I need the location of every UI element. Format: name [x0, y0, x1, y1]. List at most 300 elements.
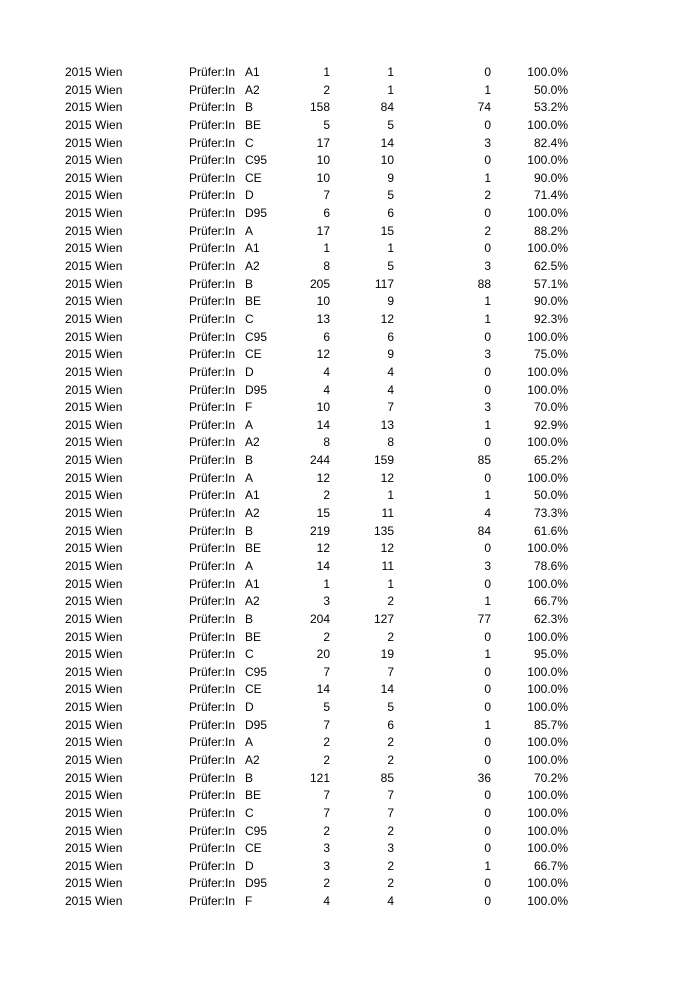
pass-rate-cell: 78.6% — [533, 558, 568, 573]
role-cell: Prüfer:In — [189, 117, 236, 132]
pass-rate-cell: 100.0% — [527, 805, 568, 820]
passed-count-cell: 5 — [387, 259, 394, 274]
pass-rate-cell: 100.0% — [527, 735, 568, 750]
pass-rate-cell: 75.0% — [533, 347, 568, 362]
role-cell: Prüfer:In — [189, 329, 236, 344]
year-city-cell: 2015 Wien — [65, 453, 123, 468]
year-city-cell: 2015 Wien — [65, 805, 123, 820]
failed-count-cell: 0 — [484, 382, 491, 397]
total-count-cell: 1 — [323, 241, 330, 256]
passed-count-cell: 2 — [387, 858, 394, 873]
failed-count-cell: 1 — [484, 647, 491, 662]
table-row — [0, 629, 700, 647]
role-cell: Prüfer:In — [189, 805, 236, 820]
pass-rate-cell: 100.0% — [527, 664, 568, 679]
total-count-cell: 10 — [316, 400, 330, 415]
year-city-cell: 2015 Wien — [65, 347, 123, 362]
year-city-cell: 2015 Wien — [65, 506, 123, 521]
pass-rate-cell: 100.0% — [527, 894, 568, 909]
total-count-cell: 6 — [323, 206, 330, 221]
pass-rate-cell: 100.0% — [527, 823, 568, 838]
role-cell: Prüfer:In — [189, 558, 236, 573]
total-count-cell: 14 — [316, 558, 330, 573]
table-row — [0, 699, 700, 717]
table-row — [0, 611, 700, 629]
passed-count-cell: 14 — [380, 135, 394, 150]
total-count-cell: 14 — [316, 417, 330, 432]
failed-count-cell: 77 — [477, 611, 491, 626]
table-row — [0, 875, 700, 893]
failed-count-cell: 0 — [484, 206, 491, 221]
total-count-cell: 5 — [323, 117, 330, 132]
total-count-cell: 2 — [323, 488, 330, 503]
passed-count-cell: 1 — [387, 241, 394, 256]
table-row — [0, 823, 700, 841]
year-city-cell: 2015 Wien — [65, 153, 123, 168]
failed-count-cell: 0 — [484, 752, 491, 767]
year-city-cell: 2015 Wien — [65, 435, 123, 450]
year-city-cell: 2015 Wien — [65, 735, 123, 750]
role-cell: Prüfer:In — [189, 100, 236, 115]
passed-count-cell: 5 — [387, 117, 394, 132]
year-city-cell: 2015 Wien — [65, 823, 123, 838]
failed-count-cell: 88 — [477, 276, 491, 291]
year-city-cell: 2015 Wien — [65, 788, 123, 803]
license-class-cell: B — [245, 100, 254, 115]
license-class-cell: A — [245, 223, 254, 238]
passed-count-cell: 2 — [387, 876, 394, 891]
license-class-cell: D — [245, 858, 254, 873]
failed-count-cell: 4 — [484, 506, 491, 521]
failed-count-cell: 1 — [484, 858, 491, 873]
passed-count-cell: 135 — [373, 523, 394, 538]
license-class-cell: D — [245, 364, 254, 379]
role-cell: Prüfer:In — [189, 876, 236, 891]
passed-count-cell: 127 — [373, 611, 394, 626]
passed-count-cell: 9 — [387, 347, 394, 362]
year-city-cell: 2015 Wien — [65, 541, 123, 556]
year-city-cell: 2015 Wien — [65, 770, 123, 785]
pass-rate-cell: 90.0% — [533, 294, 568, 309]
table-row — [0, 240, 700, 258]
role-cell: Prüfer:In — [189, 523, 236, 538]
license-class-cell: BE — [245, 117, 262, 132]
table-row — [0, 858, 700, 876]
total-count-cell: 7 — [323, 805, 330, 820]
total-count-cell: 12 — [316, 347, 330, 362]
license-class-cell: D — [245, 700, 254, 715]
total-count-cell: 13 — [316, 311, 330, 326]
year-city-cell: 2015 Wien — [65, 206, 123, 221]
failed-count-cell: 3 — [484, 259, 491, 274]
table-row — [0, 99, 700, 117]
license-class-cell: CE — [245, 347, 262, 362]
total-count-cell: 2 — [323, 735, 330, 750]
pass-rate-cell: 95.0% — [533, 647, 568, 662]
passed-count-cell: 15 — [380, 223, 394, 238]
license-class-cell: A1 — [245, 241, 260, 256]
role-cell: Prüfer:In — [189, 770, 236, 785]
pass-rate-cell: 100.0% — [527, 629, 568, 644]
pass-rate-cell: 92.3% — [533, 311, 568, 326]
pass-rate-cell: 100.0% — [527, 470, 568, 485]
year-city-cell: 2015 Wien — [65, 241, 123, 256]
license-class-cell: C95 — [245, 664, 268, 679]
license-class-cell: C95 — [245, 153, 268, 168]
role-cell: Prüfer:In — [189, 629, 236, 644]
table-row — [0, 646, 700, 664]
pass-rate-cell: 62.5% — [533, 259, 568, 274]
role-cell: Prüfer:In — [189, 682, 236, 697]
total-count-cell: 4 — [323, 382, 330, 397]
pass-rate-cell: 82.4% — [533, 135, 568, 150]
year-city-cell: 2015 Wien — [65, 400, 123, 415]
total-count-cell: 7 — [323, 788, 330, 803]
table-row — [0, 311, 700, 329]
passed-count-cell: 14 — [380, 682, 394, 697]
passed-count-cell: 2 — [387, 735, 394, 750]
passed-count-cell: 7 — [387, 788, 394, 803]
role-cell: Prüfer:In — [189, 453, 236, 468]
failed-count-cell: 0 — [484, 576, 491, 591]
data-table — [0, 64, 700, 911]
year-city-cell: 2015 Wien — [65, 576, 123, 591]
passed-count-cell: 5 — [387, 700, 394, 715]
passed-count-cell: 2 — [387, 629, 394, 644]
year-city-cell: 2015 Wien — [65, 100, 123, 115]
total-count-cell: 3 — [323, 858, 330, 873]
failed-count-cell: 1 — [484, 417, 491, 432]
total-count-cell: 17 — [316, 223, 330, 238]
year-city-cell: 2015 Wien — [65, 647, 123, 662]
passed-count-cell: 4 — [387, 382, 394, 397]
pass-rate-cell: 100.0% — [527, 241, 568, 256]
total-count-cell: 121 — [309, 770, 330, 785]
table-row — [0, 770, 700, 788]
role-cell: Prüfer:In — [189, 894, 236, 909]
total-count-cell: 2 — [323, 752, 330, 767]
failed-count-cell: 0 — [484, 241, 491, 256]
passed-count-cell: 2 — [387, 752, 394, 767]
failed-count-cell: 0 — [484, 470, 491, 485]
role-cell: Prüfer:In — [189, 294, 236, 309]
table-row — [0, 664, 700, 682]
year-city-cell: 2015 Wien — [65, 523, 123, 538]
pass-rate-cell: 62.3% — [533, 611, 568, 626]
failed-count-cell: 3 — [484, 400, 491, 415]
passed-count-cell: 1 — [387, 488, 394, 503]
table-row — [0, 576, 700, 594]
license-class-cell: A — [245, 417, 254, 432]
role-cell: Prüfer:In — [189, 611, 236, 626]
total-count-cell: 10 — [316, 170, 330, 185]
total-count-cell: 7 — [323, 188, 330, 203]
passed-count-cell: 2 — [387, 594, 394, 609]
passed-count-cell: 13 — [380, 417, 394, 432]
table-row — [0, 117, 700, 135]
license-class-cell: A2 — [245, 594, 260, 609]
role-cell: Prüfer:In — [189, 206, 236, 221]
total-count-cell: 2 — [323, 876, 330, 891]
role-cell: Prüfer:In — [189, 347, 236, 362]
table-row — [0, 223, 700, 241]
passed-count-cell: 6 — [387, 717, 394, 732]
license-class-cell: BE — [245, 788, 262, 803]
year-city-cell: 2015 Wien — [65, 894, 123, 909]
passed-count-cell: 159 — [373, 453, 394, 468]
license-class-cell: CE — [245, 170, 262, 185]
pass-rate-cell: 85.7% — [533, 717, 568, 732]
table-row — [0, 82, 700, 100]
license-class-cell: A2 — [245, 259, 260, 274]
table-row — [0, 893, 700, 911]
license-class-cell: A — [245, 735, 254, 750]
total-count-cell: 10 — [316, 153, 330, 168]
table-row — [0, 346, 700, 364]
table-row — [0, 276, 700, 294]
pass-rate-cell: 100.0% — [527, 382, 568, 397]
year-city-cell: 2015 Wien — [65, 717, 123, 732]
pass-rate-cell: 100.0% — [527, 541, 568, 556]
passed-count-cell: 7 — [387, 400, 394, 415]
license-class-cell: A — [245, 558, 254, 573]
license-class-cell: D95 — [245, 382, 268, 397]
total-count-cell: 14 — [316, 682, 330, 697]
role-cell: Prüfer:In — [189, 664, 236, 679]
year-city-cell: 2015 Wien — [65, 752, 123, 767]
pass-rate-cell: 92.9% — [533, 417, 568, 432]
role-cell: Prüfer:In — [189, 788, 236, 803]
license-class-cell: B — [245, 611, 254, 626]
pass-rate-cell: 100.0% — [527, 117, 568, 132]
table-row — [0, 523, 700, 541]
role-cell: Prüfer:In — [189, 594, 236, 609]
role-cell: Prüfer:In — [189, 576, 236, 591]
total-count-cell: 10 — [316, 294, 330, 309]
failed-count-cell: 0 — [484, 735, 491, 750]
total-count-cell: 7 — [323, 664, 330, 679]
total-count-cell: 7 — [323, 717, 330, 732]
failed-count-cell: 0 — [484, 788, 491, 803]
license-class-cell: A2 — [245, 506, 260, 521]
year-city-cell: 2015 Wien — [65, 682, 123, 697]
passed-count-cell: 4 — [387, 894, 394, 909]
year-city-cell: 2015 Wien — [65, 841, 123, 856]
passed-count-cell: 84 — [380, 100, 394, 115]
failed-count-cell: 0 — [484, 700, 491, 715]
year-city-cell: 2015 Wien — [65, 558, 123, 573]
role-cell: Prüfer:In — [189, 382, 236, 397]
year-city-cell: 2015 Wien — [65, 311, 123, 326]
passed-count-cell: 1 — [387, 82, 394, 97]
table-row — [0, 152, 700, 170]
total-count-cell: 2 — [323, 629, 330, 644]
total-count-cell: 4 — [323, 894, 330, 909]
table-row — [0, 734, 700, 752]
license-class-cell: A2 — [245, 752, 260, 767]
year-city-cell: 2015 Wien — [65, 611, 123, 626]
role-cell: Prüfer:In — [189, 82, 236, 97]
year-city-cell: 2015 Wien — [65, 259, 123, 274]
role-cell: Prüfer:In — [189, 223, 236, 238]
failed-count-cell: 1 — [484, 311, 491, 326]
passed-count-cell: 19 — [380, 647, 394, 662]
passed-count-cell: 117 — [374, 276, 394, 291]
failed-count-cell: 0 — [484, 894, 491, 909]
total-count-cell: 1 — [323, 576, 330, 591]
failed-count-cell: 3 — [484, 135, 491, 150]
year-city-cell: 2015 Wien — [65, 488, 123, 503]
year-city-cell: 2015 Wien — [65, 470, 123, 485]
failed-count-cell: 1 — [484, 170, 491, 185]
table-row — [0, 558, 700, 576]
passed-count-cell: 8 — [387, 435, 394, 450]
table-row — [0, 399, 700, 417]
table-row — [0, 840, 700, 858]
license-class-cell: D95 — [245, 876, 268, 891]
role-cell: Prüfer:In — [189, 65, 236, 79]
year-city-cell: 2015 Wien — [65, 364, 123, 379]
year-city-cell: 2015 Wien — [65, 382, 123, 397]
total-count-cell: 8 — [323, 435, 330, 450]
table-row — [0, 364, 700, 382]
pass-rate-cell: 100.0% — [527, 700, 568, 715]
total-count-cell: 12 — [316, 470, 330, 485]
passed-count-cell: 11 — [381, 558, 394, 573]
table-row — [0, 487, 700, 505]
license-class-cell: A1 — [245, 65, 260, 79]
table-row — [0, 681, 700, 699]
license-class-cell: C95 — [245, 329, 268, 344]
table-row — [0, 205, 700, 223]
pass-rate-cell: 53.2% — [533, 100, 568, 115]
failed-count-cell: 3 — [484, 347, 491, 362]
role-cell: Prüfer:In — [189, 858, 236, 873]
failed-count-cell: 74 — [477, 100, 491, 115]
passed-count-cell: 7 — [387, 805, 394, 820]
license-class-cell: F — [245, 894, 253, 909]
license-class-cell: B — [245, 453, 254, 468]
license-class-cell: B — [245, 770, 254, 785]
role-cell: Prüfer:In — [189, 647, 236, 662]
passed-count-cell: 7 — [387, 664, 394, 679]
total-count-cell: 2 — [323, 82, 330, 97]
year-city-cell: 2015 Wien — [65, 629, 123, 644]
license-class-cell: F — [245, 400, 253, 415]
year-city-cell: 2015 Wien — [65, 135, 123, 150]
total-count-cell: 15 — [316, 506, 330, 521]
passed-count-cell: 1 — [387, 65, 394, 79]
table-row — [0, 540, 700, 558]
license-class-cell: BE — [245, 294, 262, 309]
license-class-cell: CE — [245, 841, 262, 856]
pass-rate-cell: 100.0% — [527, 329, 568, 344]
table-row — [0, 64, 700, 82]
role-cell: Prüfer:In — [189, 735, 236, 750]
pass-rate-cell: 70.0% — [533, 400, 568, 415]
year-city-cell: 2015 Wien — [65, 329, 123, 344]
passed-count-cell: 11 — [381, 506, 394, 521]
pass-rate-cell: 88.2% — [533, 223, 568, 238]
role-cell: Prüfer:In — [189, 700, 236, 715]
passed-count-cell: 9 — [387, 170, 394, 185]
passed-count-cell: 10 — [380, 153, 394, 168]
failed-count-cell: 85 — [477, 453, 491, 468]
license-class-cell: B — [245, 523, 254, 538]
role-cell: Prüfer:In — [189, 400, 236, 415]
license-class-cell: C — [245, 805, 254, 820]
pass-rate-cell: 100.0% — [527, 876, 568, 891]
role-cell: Prüfer:In — [189, 311, 236, 326]
license-class-cell: C — [245, 647, 254, 662]
failed-count-cell: 1 — [484, 294, 491, 309]
year-city-cell: 2015 Wien — [65, 170, 123, 185]
table-row — [0, 717, 700, 735]
role-cell: Prüfer:In — [189, 435, 236, 450]
pass-rate-cell: 70.2% — [533, 770, 568, 785]
pass-rate-cell: 100.0% — [527, 576, 568, 591]
failed-count-cell: 2 — [484, 223, 491, 238]
passed-count-cell: 6 — [387, 206, 394, 221]
pass-rate-cell: 50.0% — [533, 488, 568, 503]
role-cell: Prüfer:In — [189, 364, 236, 379]
pass-rate-cell: 90.0% — [533, 170, 568, 185]
passed-count-cell: 2 — [387, 823, 394, 838]
pass-rate-cell: 100.0% — [527, 682, 568, 697]
failed-count-cell: 0 — [484, 664, 491, 679]
pass-rate-cell: 100.0% — [527, 752, 568, 767]
license-class-cell: A — [245, 470, 254, 485]
pass-rate-cell: 73.3% — [533, 506, 568, 521]
failed-count-cell: 0 — [484, 329, 491, 344]
role-cell: Prüfer:In — [189, 188, 236, 203]
role-cell: Prüfer:In — [189, 717, 236, 732]
passed-count-cell: 12 — [380, 541, 394, 556]
table-row — [0, 505, 700, 523]
passed-count-cell: 12 — [380, 311, 394, 326]
total-count-cell: 205 — [309, 276, 330, 291]
table-row — [0, 329, 700, 347]
total-count-cell: 12 — [316, 541, 330, 556]
table-row — [0, 805, 700, 823]
year-city-cell: 2015 Wien — [65, 223, 123, 238]
year-city-cell: 2015 Wien — [65, 700, 123, 715]
table-row — [0, 434, 700, 452]
role-cell: Prüfer:In — [189, 135, 236, 150]
failed-count-cell: 84 — [477, 523, 491, 538]
failed-count-cell: 0 — [484, 65, 491, 79]
table-row — [0, 752, 700, 770]
role-cell: Prüfer:In — [189, 506, 236, 521]
role-cell: Prüfer:In — [189, 752, 236, 767]
passed-count-cell: 5 — [387, 188, 394, 203]
license-class-cell: A1 — [245, 576, 260, 591]
failed-count-cell: 0 — [484, 153, 491, 168]
total-count-cell: 1 — [323, 65, 330, 79]
role-cell: Prüfer:In — [189, 241, 236, 256]
license-class-cell: D95 — [245, 206, 268, 221]
table-row — [0, 382, 700, 400]
failed-count-cell: 0 — [484, 823, 491, 838]
total-count-cell: 4 — [323, 364, 330, 379]
role-cell: Prüfer:In — [189, 153, 236, 168]
year-city-cell: 2015 Wien — [65, 276, 123, 291]
total-count-cell: 244 — [309, 453, 330, 468]
pass-rate-cell: 100.0% — [527, 364, 568, 379]
passed-count-cell: 3 — [387, 841, 394, 856]
failed-count-cell: 0 — [484, 364, 491, 379]
failed-count-cell: 3 — [484, 558, 491, 573]
